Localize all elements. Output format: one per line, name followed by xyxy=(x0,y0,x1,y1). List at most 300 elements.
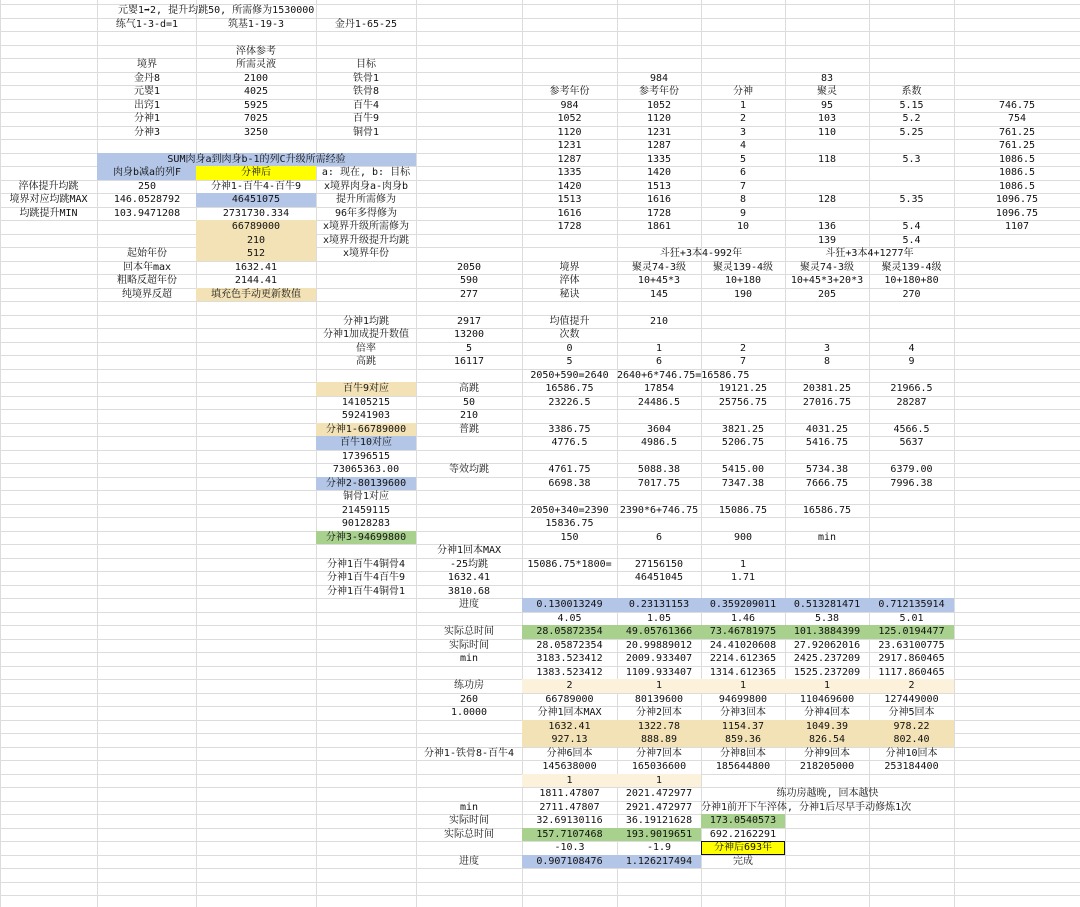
sheet-cell[interactable]: 19121.25 xyxy=(718,383,768,394)
sheet-cell[interactable]: 16117 xyxy=(453,356,485,367)
sheet-cell[interactable]: 纯境界反超 xyxy=(122,288,172,300)
sheet-cell[interactable]: 2640+6*746.75=16586.75 xyxy=(617,369,750,381)
sheet-cell[interactable]: 填充色手动更新数值 xyxy=(211,288,301,300)
sheet-cell[interactable]: 等效均跳 xyxy=(449,464,489,475)
sheet-cell[interactable]: 7025 xyxy=(243,113,269,124)
sheet-cell[interactable]: 146.0528792 xyxy=(113,194,181,205)
sheet-cell[interactable]: 128 xyxy=(817,194,837,205)
sheet-cell[interactable]: 210 xyxy=(459,410,479,421)
sheet-cell[interactable]: 1 xyxy=(566,774,573,786)
sheet-cell[interactable]: 1335 xyxy=(557,167,582,178)
sheet-cell[interactable]: 金丹8 xyxy=(133,72,161,84)
sheet-cell[interactable]: -1.9 xyxy=(646,842,672,853)
sheet-cell[interactable]: 秘诀 xyxy=(559,288,580,300)
sheet-cell[interactable]: 7017.75 xyxy=(637,477,681,489)
sheet-cell[interactable]: 2390*6+746.75 xyxy=(619,504,699,516)
sheet-cell[interactable]: 筑基1-19-3 xyxy=(227,18,285,30)
sheet-cell[interactable]: 境界对应均跳MAX xyxy=(9,194,88,205)
sheet-cell[interactable]: 1086.5 xyxy=(998,180,1036,192)
sheet-cell[interactable]: 5925 xyxy=(243,99,269,111)
sheet-cell[interactable]: 927.13 xyxy=(551,734,588,745)
sheet-cell[interactable]: 淬体提升均跳 xyxy=(18,180,79,192)
sheet-cell[interactable]: 10+45*3+20*3 xyxy=(790,275,864,286)
sheet-cell[interactable]: 4025 xyxy=(243,86,269,97)
sheet-cell[interactable]: 5734.38 xyxy=(805,464,849,475)
sheet-cell[interactable]: 斗狂+3本4-992年 xyxy=(659,248,743,259)
sheet-cell[interactable]: 5088.38 xyxy=(637,464,681,475)
sheet-cell[interactable]: 3810.68 xyxy=(447,585,491,597)
sheet-cell[interactable]: 210 xyxy=(246,234,266,246)
sheet-cell[interactable]: 96年多得修为 xyxy=(334,207,398,219)
sheet-cell[interactable]: 173.0540573 xyxy=(709,815,777,826)
sheet-cell[interactable]: 7996.38 xyxy=(890,477,933,489)
sheet-cell[interactable]: 1 xyxy=(655,680,663,691)
sheet-cell[interactable]: 95 xyxy=(820,99,834,111)
sheet-cell[interactable]: 斗狂+3本4+1277年 xyxy=(825,248,914,259)
sheet-cell[interactable]: 1109.933407 xyxy=(625,666,693,678)
sheet-cell[interactable]: 分神1百牛4百牛9 xyxy=(326,572,406,583)
sheet-cell[interactable]: 1287 xyxy=(646,140,672,151)
sheet-cell[interactable]: 90128283 xyxy=(341,518,391,529)
sheet-cell[interactable]: 1231 xyxy=(557,140,582,151)
sheet-cell[interactable]: 提升所需修为 xyxy=(336,194,396,205)
sheet-cell[interactable]: 761.25 xyxy=(998,126,1036,138)
sheet-cell[interactable]: 2917 xyxy=(456,315,482,327)
sheet-cell[interactable]: 练气1-3-d=1 xyxy=(115,18,179,30)
sheet-cell[interactable]: 10 xyxy=(736,221,750,232)
sheet-cell[interactable]: 145 xyxy=(649,288,669,300)
sheet-cell[interactable]: 1287 xyxy=(557,153,582,165)
sheet-cell[interactable]: 聚灵74-3级 xyxy=(799,261,855,273)
sheet-cell[interactable]: 16586.75 xyxy=(545,383,594,394)
sheet-cell[interactable]: 分神2-80139600 xyxy=(325,477,407,489)
sheet-cell[interactable]: min xyxy=(459,801,479,813)
sheet-cell[interactable]: 7347.38 xyxy=(721,477,765,489)
sheet-cell[interactable]: 分神后 xyxy=(241,167,271,178)
sheet-cell[interactable]: 2050 xyxy=(456,261,482,273)
sheet-cell[interactable]: 13200 xyxy=(453,329,485,340)
sheet-cell[interactable]: 1 xyxy=(655,342,663,354)
sheet-cell[interactable]: 分神1-铁骨8-百牛4 xyxy=(423,747,515,759)
sheet-cell[interactable]: 0.712135914 xyxy=(878,599,945,610)
sheet-cell[interactable]: 1 xyxy=(655,774,663,786)
sheet-cell[interactable]: 1052 xyxy=(646,99,672,111)
sheet-cell[interactable]: 125.0194477 xyxy=(878,626,945,637)
sheet-cell[interactable]: 250 xyxy=(137,180,157,192)
sheet-cell[interactable]: 回本年max xyxy=(122,261,172,273)
sheet-cell[interactable]: 859.36 xyxy=(724,734,762,745)
sheet-cell[interactable]: 1728 xyxy=(646,207,672,219)
sheet-cell[interactable]: 110469600 xyxy=(799,693,855,705)
sheet-cell[interactable]: min xyxy=(817,531,837,543)
sheet-cell[interactable]: 36.19121628 xyxy=(625,815,693,826)
sheet-cell[interactable]: 802.40 xyxy=(893,734,930,745)
sheet-cell[interactable]: 2 xyxy=(739,113,747,124)
sheet-cell[interactable]: 21966.5 xyxy=(890,383,933,394)
sheet-cell[interactable]: 1049.39 xyxy=(805,720,849,732)
sheet-cell[interactable]: 746.75 xyxy=(998,99,1036,111)
sheet-cell[interactable]: 均值提升 xyxy=(549,315,590,327)
sheet-cell[interactable]: 27.92062016 xyxy=(793,639,861,651)
sheet-cell[interactable]: 5.3 xyxy=(902,153,921,165)
sheet-cell[interactable]: 分神1-百牛4-百牛9 xyxy=(210,180,302,192)
sheet-cell[interactable]: 2100 xyxy=(243,72,269,84)
sheet-cell[interactable]: 4.05 xyxy=(557,612,582,624)
sheet-cell[interactable]: 94699800 xyxy=(718,693,768,705)
sheet-cell[interactable]: 境界 xyxy=(137,59,157,70)
sheet-cell[interactable]: 2050+340=2390 xyxy=(530,504,609,516)
sheet-cell[interactable]: 7 xyxy=(739,180,747,192)
sheet-cell[interactable]: 1052 xyxy=(557,113,582,124)
sheet-cell[interactable]: 2021.472977 xyxy=(625,788,693,799)
sheet-cell[interactable]: 2 xyxy=(739,342,747,354)
sheet-cell[interactable]: 984 xyxy=(649,72,669,84)
sheet-cell[interactable]: 淬体参考 xyxy=(236,45,276,57)
sheet-cell[interactable]: 1728 xyxy=(557,221,582,232)
sheet-cell[interactable]: 83 xyxy=(820,72,834,84)
sheet-cell[interactable]: 4566.5 xyxy=(893,423,930,435)
sheet-cell[interactable]: 190 xyxy=(733,288,753,300)
sheet-cell[interactable]: 分神1加成提升数值 xyxy=(322,329,410,340)
sheet-cell[interactable]: 分神6回本 xyxy=(546,747,593,759)
sheet-cell[interactable]: 139 xyxy=(817,234,837,246)
sheet-cell[interactable]: 1 xyxy=(739,558,747,570)
sheet-cell[interactable]: 分神8回本 xyxy=(719,747,767,759)
sheet-cell[interactable]: 185644800 xyxy=(715,761,771,772)
sheet-cell[interactable]: 1616 xyxy=(646,194,672,205)
sheet-cell[interactable]: 聚灵74-3级 xyxy=(631,261,687,273)
sheet-cell[interactable]: 1513 xyxy=(557,194,582,205)
sheet-cell[interactable]: 10+45*3 xyxy=(637,275,681,286)
sheet-cell[interactable]: 0.130013249 xyxy=(536,599,603,610)
sheet-cell[interactable]: 粗略反超年份 xyxy=(117,275,177,286)
sheet-cell[interactable]: 完成 xyxy=(733,855,753,867)
sheet-cell[interactable]: 1632.41 xyxy=(234,261,278,273)
sheet-cell[interactable]: SUM肉身a到肉身b-1的列C升级所需经验 xyxy=(167,153,346,165)
sheet-cell[interactable]: 系数 xyxy=(901,86,922,97)
sheet-cell[interactable]: 277 xyxy=(459,288,479,300)
sheet-cell[interactable]: 2050+590=2640 xyxy=(530,369,609,381)
sheet-cell[interactable]: 铁骨8 xyxy=(352,86,380,97)
sheet-cell[interactable]: 24.41020608 xyxy=(709,639,777,651)
sheet-cell[interactable]: 实际总时间 xyxy=(444,626,494,637)
sheet-cell[interactable]: min xyxy=(459,653,479,664)
sheet-cell[interactable]: 参考年份 xyxy=(549,86,590,97)
sheet-cell[interactable]: 590 xyxy=(459,275,479,286)
sheet-cell[interactable]: 目标 xyxy=(356,59,376,70)
sheet-cell[interactable]: 1513 xyxy=(646,180,672,192)
sheet-cell[interactable]: 2009.933407 xyxy=(625,653,693,664)
sheet-cell[interactable]: 4031.25 xyxy=(805,423,849,435)
sheet-cell[interactable]: 练功房 xyxy=(454,680,484,691)
sheet-cell[interactable]: 14105215 xyxy=(341,396,391,408)
sheet-cell[interactable]: 8 xyxy=(823,356,831,367)
sheet-cell[interactable]: 分神1-66789000 xyxy=(325,423,407,435)
sheet-cell[interactable]: 7666.75 xyxy=(805,477,849,489)
sheet-cell[interactable]: 20.99889012 xyxy=(625,639,693,651)
sheet-cell[interactable]: 3 xyxy=(739,126,747,138)
sheet-cell[interactable]: 分神5回本 xyxy=(888,707,935,718)
sheet-cell[interactable]: 1 xyxy=(823,680,831,691)
sheet-cell[interactable]: 270 xyxy=(902,288,921,300)
sheet-cell[interactable]: 1117.860465 xyxy=(878,666,945,678)
sheet-cell[interactable]: 2425.237209 xyxy=(793,653,861,664)
sheet-cell[interactable]: 均跳提升MIN xyxy=(19,207,78,219)
sheet-cell[interactable]: 参考年份 xyxy=(639,86,679,97)
sheet-cell[interactable]: 1335 xyxy=(646,153,672,165)
sheet-cell[interactable]: 分神7回本 xyxy=(635,747,683,759)
sheet-cell[interactable]: 218205000 xyxy=(799,761,855,772)
sheet-cell[interactable]: 28.05872354 xyxy=(536,626,603,637)
sheet-cell[interactable]: 0.359209011 xyxy=(709,599,777,610)
sheet-cell[interactable]: 260 xyxy=(459,693,479,705)
sheet-cell[interactable]: 1.05 xyxy=(646,612,672,624)
sheet-cell[interactable]: 21459115 xyxy=(341,504,391,516)
sheet-cell[interactable]: 1.71 xyxy=(730,572,756,583)
sheet-cell[interactable]: 7 xyxy=(739,356,747,367)
sheet-cell[interactable]: 元婴1➡2, 提升均跳50, 所需修为1530000 xyxy=(118,5,315,16)
sheet-cell[interactable]: 900 xyxy=(733,531,753,543)
sheet-cell[interactable]: 25756.75 xyxy=(718,396,768,408)
sheet-cell[interactable]: 境界 xyxy=(559,261,580,273)
sheet-cell[interactable]: 50 xyxy=(462,396,476,408)
sheet-cell[interactable]: 28.05872354 xyxy=(536,639,603,651)
sheet-cell[interactable]: 6 xyxy=(739,167,747,178)
sheet-cell[interactable]: 2 xyxy=(566,680,573,691)
sheet-cell[interactable]: 百牛9 xyxy=(352,113,380,124)
sheet-cell[interactable]: 27016.75 xyxy=(802,396,852,408)
sheet-cell[interactable]: 普跳 xyxy=(459,423,479,435)
sheet-cell[interactable]: 分神1前开下午淬体, 分神1后尽早手动修炼1次 xyxy=(701,801,912,813)
sheet-cell[interactable]: 聚灵 xyxy=(817,86,837,97)
sheet-cell[interactable]: 3386.75 xyxy=(548,423,591,435)
sheet-cell[interactable]: 9 xyxy=(739,207,747,219)
sheet-cell[interactable]: 6698.38 xyxy=(548,477,591,489)
sheet-cell[interactable]: 46451075 xyxy=(231,194,281,205)
sheet-cell[interactable]: 5416.75 xyxy=(805,437,849,448)
sheet-cell[interactable]: 826.54 xyxy=(808,734,846,745)
sheet-cell[interactable]: 所需灵液 xyxy=(236,59,276,70)
sheet-cell[interactable]: 出窍1 xyxy=(133,99,161,111)
sheet-cell[interactable]: 110 xyxy=(817,126,837,138)
sheet-cell[interactable]: 4776.5 xyxy=(551,437,588,448)
sheet-cell[interactable]: 1632.41 xyxy=(548,720,591,732)
sheet-cell[interactable]: x境界年份 xyxy=(342,248,390,259)
sheet-cell[interactable]: 3250 xyxy=(243,126,269,138)
sheet-cell[interactable]: 铁骨1 xyxy=(352,72,380,84)
sheet-cell[interactable]: 1086.5 xyxy=(998,153,1036,165)
sheet-cell[interactable]: 分神1百牛4铜骨1 xyxy=(326,585,406,597)
sheet-cell[interactable]: 10+180+80 xyxy=(884,275,939,286)
sheet-cell[interactable]: 4761.75 xyxy=(548,464,591,475)
sheet-cell[interactable]: 5415.00 xyxy=(721,464,765,475)
sheet-cell[interactable]: -10.3 xyxy=(554,842,585,853)
sheet-cell[interactable]: x境界肉身a-肉身b xyxy=(323,180,409,192)
sheet-cell[interactable]: 金丹1-65-25 xyxy=(334,18,398,30)
sheet-cell[interactable]: 进度 xyxy=(459,855,479,867)
sheet-cell[interactable]: 5.15 xyxy=(899,99,924,111)
sheet-cell[interactable]: 46451045 xyxy=(634,572,684,583)
sheet-cell[interactable]: 1383.523412 xyxy=(536,666,603,678)
sheet-cell[interactable]: 1420 xyxy=(646,167,672,178)
sheet-cell[interactable]: 2731730.334 xyxy=(222,207,290,219)
sheet-cell[interactable]: 3604 xyxy=(646,423,672,435)
sheet-cell[interactable]: 分神9回本 xyxy=(803,747,851,759)
sheet-cell[interactable]: 分神2回本 xyxy=(635,707,683,718)
sheet-cell[interactable]: 分神 xyxy=(733,86,753,97)
sheet-cell[interactable]: 5637 xyxy=(899,437,924,448)
sheet-cell[interactable]: 百牛10对应 xyxy=(339,437,393,448)
sheet-cell[interactable]: 1420 xyxy=(557,180,582,192)
sheet-cell[interactable]: 5.2 xyxy=(902,113,921,124)
sheet-cell[interactable]: 73.46781975 xyxy=(709,626,777,637)
sheet-cell[interactable]: 1120 xyxy=(646,113,672,124)
sheet-cell[interactable]: 练功房越晚, 回本越快 xyxy=(776,788,879,799)
sheet-cell[interactable]: 4986.5 xyxy=(640,437,678,448)
sheet-cell[interactable]: 1314.612365 xyxy=(709,666,777,678)
sheet-cell[interactable]: 1632.41 xyxy=(447,572,491,583)
sheet-cell[interactable]: 5.4 xyxy=(902,221,921,232)
sheet-cell[interactable]: 3183.523412 xyxy=(536,653,603,664)
sheet-cell[interactable]: 肉身b减a的列F xyxy=(112,167,182,178)
sheet-cell[interactable]: 分神后693年 xyxy=(713,842,773,853)
sheet-cell[interactable]: 分神4回本 xyxy=(803,707,851,718)
sheet-cell[interactable]: 15086.75*1800= xyxy=(527,558,612,570)
sheet-cell[interactable]: 分神1均跳 xyxy=(342,315,390,327)
sheet-cell[interactable]: 1107 xyxy=(1004,221,1030,232)
sheet-cell[interactable]: 1.126217494 xyxy=(625,855,693,867)
sheet-cell[interactable]: 1154.37 xyxy=(721,720,765,732)
sheet-cell[interactable]: a: 现在, b: 目标 xyxy=(321,167,411,178)
sheet-cell[interactable]: 1096.75 xyxy=(995,207,1039,219)
sheet-cell[interactable]: 49.05761366 xyxy=(625,626,693,637)
sheet-cell[interactable]: 淬体 xyxy=(559,275,580,286)
sheet-cell[interactable]: 205 xyxy=(817,288,837,300)
sheet-cell[interactable]: 5.35 xyxy=(899,194,924,205)
sheet-cell[interactable]: 66789000 xyxy=(231,221,281,232)
sheet-cell[interactable]: 23226.5 xyxy=(548,396,591,408)
sheet-cell[interactable]: 127449000 xyxy=(884,693,939,705)
sheet-cell[interactable]: x境界升级所需修为 xyxy=(322,221,410,232)
sheet-cell[interactable]: 百牛4 xyxy=(352,99,380,111)
sheet-cell[interactable]: 6 xyxy=(655,531,663,543)
sheet-cell[interactable]: 实际时间 xyxy=(449,639,489,651)
sheet-cell[interactable]: 0 xyxy=(566,342,573,354)
sheet-cell[interactable]: 150 xyxy=(560,531,579,543)
sheet-cell[interactable]: 978.22 xyxy=(893,720,930,732)
sheet-cell[interactable]: -25均跳 xyxy=(449,558,489,570)
sheet-cell[interactable]: 分神1百牛4铜骨4 xyxy=(326,558,406,570)
sheet-cell[interactable]: 15836.75 xyxy=(545,518,594,529)
sheet-cell[interactable]: 1120 xyxy=(557,126,582,138)
sheet-cell[interactable]: 1322.78 xyxy=(637,720,681,732)
sheet-cell[interactable]: 5.25 xyxy=(899,126,924,138)
sheet-cell[interactable]: 0.23131153 xyxy=(628,599,690,610)
sheet-cell[interactable]: 2 xyxy=(908,680,915,691)
sheet-cell[interactable]: 210 xyxy=(649,315,669,327)
sheet-cell[interactable]: 6379.00 xyxy=(890,464,933,475)
sheet-cell[interactable]: 高跳 xyxy=(356,356,376,367)
sheet-cell[interactable]: 984 xyxy=(560,99,579,111)
sheet-cell[interactable]: 145638000 xyxy=(542,761,597,772)
sheet-cell[interactable]: 888.89 xyxy=(640,734,678,745)
sheet-cell[interactable]: 193.9019651 xyxy=(625,828,693,840)
sheet-cell[interactable]: 103.9471208 xyxy=(113,207,181,219)
sheet-cell[interactable]: 分神3回本 xyxy=(719,707,767,718)
sheet-cell[interactable]: 754 xyxy=(1007,113,1027,124)
sheet-cell[interactable]: 高跳 xyxy=(459,383,479,394)
sheet-cell[interactable]: 17854 xyxy=(643,383,675,394)
sheet-cell[interactable]: 66789000 xyxy=(545,693,594,705)
sheet-cell[interactable]: 157.7107468 xyxy=(536,828,603,840)
sheet-cell[interactable]: 进度 xyxy=(459,599,479,610)
sheet-cell[interactable]: 1231 xyxy=(646,126,672,138)
sheet-cell[interactable]: 分神1回本MAX xyxy=(537,707,602,718)
sheet-cell[interactable]: 136 xyxy=(817,221,837,232)
sheet-cell[interactable]: 1086.5 xyxy=(998,167,1036,178)
sheet-cell[interactable]: 2917.860465 xyxy=(878,653,945,664)
sheet-cell[interactable]: 9 xyxy=(908,356,915,367)
sheet-cell[interactable]: 1.0000 xyxy=(450,707,488,718)
sheet-cell[interactable]: 分神1回本MAX xyxy=(436,545,502,556)
sheet-cell[interactable]: 2144.41 xyxy=(234,275,278,286)
sheet-cell[interactable]: 分神1 xyxy=(133,113,161,124)
sheet-cell[interactable]: 5.01 xyxy=(899,612,924,624)
sheet-cell[interactable]: 10+180 xyxy=(724,275,762,286)
sheet-cell[interactable]: 101.3884399 xyxy=(793,626,861,637)
sheet-cell[interactable]: 1.46 xyxy=(730,612,756,624)
sheet-cell[interactable]: 4 xyxy=(739,140,747,151)
sheet-cell[interactable]: x境界升级提升均跳 xyxy=(322,234,410,246)
sheet-cell[interactable]: 59241903 xyxy=(341,410,391,421)
sheet-cell[interactable]: 2921.472977 xyxy=(625,801,693,813)
sheet-cell[interactable]: 253184400 xyxy=(884,761,939,772)
sheet-cell[interactable]: 4 xyxy=(908,342,915,354)
sheet-cell[interactable]: 实际总时间 xyxy=(444,828,494,840)
sheet-cell[interactable]: 165036600 xyxy=(631,761,687,772)
sheet-cell[interactable]: 28287 xyxy=(896,396,927,408)
sheet-cell[interactable]: 24486.5 xyxy=(637,396,681,408)
sheet-cell[interactable]: 8 xyxy=(739,194,747,205)
sheet-cell[interactable]: 17396515 xyxy=(341,450,391,462)
sheet-cell[interactable]: 32.69130116 xyxy=(536,815,603,826)
sheet-cell[interactable]: 实际时间 xyxy=(449,815,489,826)
sheet-cell[interactable]: 分神3-94699800 xyxy=(325,531,407,543)
sheet-cell[interactable]: 5.4 xyxy=(902,234,921,246)
sheet-cell[interactable]: 3 xyxy=(823,342,831,354)
sheet-cell[interactable]: 2711.47807 xyxy=(539,801,600,813)
sheet-cell[interactable]: 1 xyxy=(739,99,747,111)
sheet-cell[interactable]: 5 xyxy=(739,153,747,165)
sheet-cell[interactable]: 73065363.00 xyxy=(332,464,400,475)
sheet-cell[interactable]: 1096.75 xyxy=(995,194,1039,205)
sheet-cell[interactable]: 16586.75 xyxy=(802,504,852,516)
sheet-cell[interactable]: 0.907108476 xyxy=(536,855,603,867)
sheet-cell[interactable]: 5206.75 xyxy=(721,437,765,448)
sheet-cell[interactable]: 百牛9对应 xyxy=(342,383,390,394)
sheet-cell[interactable]: 3821.25 xyxy=(721,423,765,435)
sheet-cell[interactable]: 起始年份 xyxy=(127,248,167,259)
sheet-cell[interactable]: 铜骨1 xyxy=(352,126,380,138)
sheet-cell[interactable]: 1861 xyxy=(646,221,672,232)
sheet-cell[interactable]: 2214.612365 xyxy=(709,653,777,664)
sheet-cell[interactable]: 15086.75 xyxy=(718,504,768,516)
sheet-cell[interactable]: 1 xyxy=(739,680,747,691)
sheet-cell[interactable]: 80139600 xyxy=(634,693,684,705)
sheet-cell[interactable]: 聚灵139-4级 xyxy=(881,261,942,273)
sheet-cell[interactable]: 20381.25 xyxy=(802,383,852,394)
sheet-cell[interactable]: 761.25 xyxy=(998,140,1036,151)
